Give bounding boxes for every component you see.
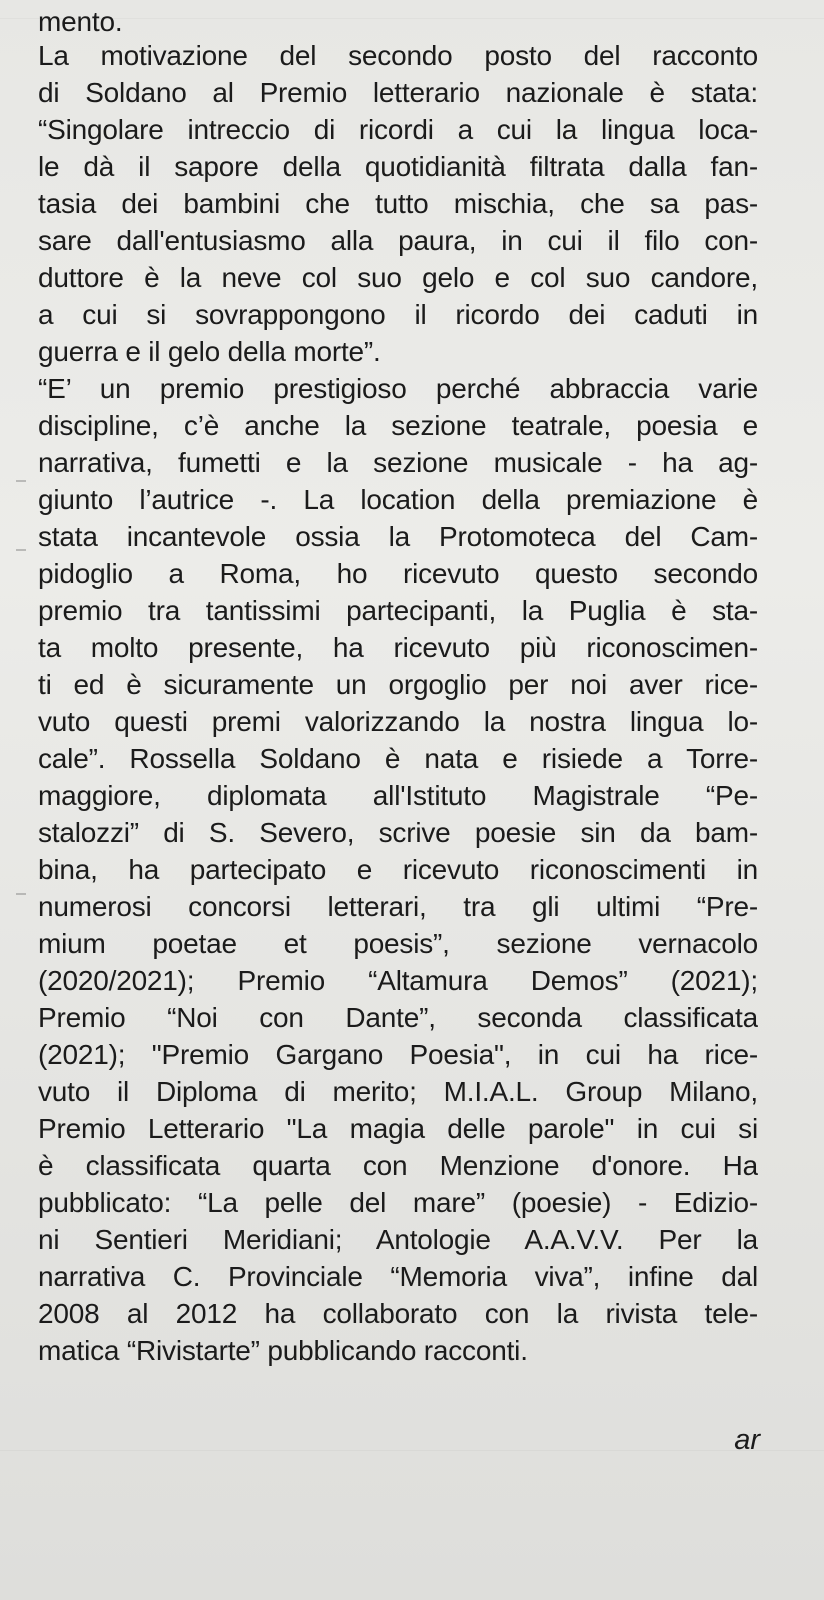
- text-line: giunto l’autrice -. La location della premiazione è: [38, 484, 758, 515]
- margin-mark: [16, 893, 26, 895]
- text-line: mento.: [38, 6, 123, 37]
- text-line: matica “Rivistarte” pubblicando racconti.: [38, 1335, 528, 1366]
- paper-bleed: [0, 1450, 824, 1451]
- text-line: “Singolare intreccio di ricordi a cui la lingua loca-: [38, 114, 758, 145]
- text-line: 2008 al 2012 ha collaborato con la rivista tele-: [38, 1298, 758, 1329]
- text-line: Premio Letterario "La magia delle parole" in cui si: [38, 1113, 758, 1144]
- text-line: cale”. Rossella Soldano è nata e risiede a Torre-: [38, 743, 758, 774]
- text-line: tasia dei bambini che tutto mischia, che sa pas-: [38, 188, 758, 219]
- text-line: pubblicato: “La pelle del mare” (poesie) - Edizio-: [38, 1187, 758, 1218]
- text-line: (2020/2021); Premio “Altamura Demos” (2021);: [38, 965, 758, 996]
- text-line: discipline, c’è anche la sezione teatrale, poesia e: [38, 410, 758, 441]
- text-line: è classificata quarta con Menzione d'onore. Ha: [38, 1150, 758, 1181]
- text-line: vuto il Diploma di merito; M.I.A.L. Group Milano,: [38, 1076, 758, 1107]
- text-line: stata incantevole ossia la Protomoteca del Cam-: [38, 521, 758, 552]
- text-line: guerra e il gelo della morte”.: [38, 336, 381, 367]
- text-line: narrativa C. Provinciale “Memoria viva”, infine dal: [38, 1261, 758, 1292]
- text-line: mium poetae et poesis”, sezione vernacolo: [38, 928, 758, 959]
- text-line: di Soldano al Premio letterario nazionale è stata:: [38, 77, 758, 108]
- author-signature: ar: [734, 1424, 760, 1456]
- text-line: numerosi concorsi letterari, tra gli ultimi “Pre-: [38, 891, 758, 922]
- text-line: (2021); "Premio Gargano Poesia", in cui ha rice-: [38, 1039, 758, 1070]
- text-line: bina, ha partecipato e ricevuto riconoscimenti in: [38, 854, 758, 885]
- paper-bleed: [0, 18, 824, 19]
- text-line: La motivazione del secondo posto del racconto: [38, 40, 758, 71]
- text-line: vuto questi premi valorizzando la nostra lingua lo-: [38, 706, 758, 737]
- text-line: a cui si sovrappongono il ricordo dei caduti in: [38, 299, 758, 330]
- text-line: sare dall'entusiasmo alla paura, in cui il filo con-: [38, 225, 758, 256]
- text-line: ni Sentieri Meridiani; Antologie A.A.V.V. Per la: [38, 1224, 758, 1255]
- text-line: Premio “Noi con Dante”, seconda classificata: [38, 1002, 758, 1033]
- text-line: le dà il sapore della quotidianità filtrata dalla fan-: [38, 151, 758, 182]
- text-line: stalozzi” di S. Severo, scrive poesie sin da bam-: [38, 817, 758, 848]
- margin-mark: [16, 549, 26, 551]
- text-line: premio tra tantissimi partecipanti, la Puglia è sta-: [38, 595, 758, 626]
- text-line: ti ed è sicuramente un orgoglio per noi aver rice-: [38, 669, 758, 700]
- text-line: maggiore, diplomata all'Istituto Magistrale “Pe-: [38, 780, 758, 811]
- text-line: pidoglio a Roma, ho ricevuto questo secondo: [38, 558, 758, 589]
- text-line: “E’ un premio prestigioso perché abbraccia varie: [38, 373, 758, 404]
- text-line: duttore è la neve col suo gelo e col suo candore,: [38, 262, 758, 293]
- text-line: narrativa, fumetti e la sezione musicale - ha ag-: [38, 447, 758, 478]
- text-line: ta molto presente, ha ricevuto più riconoscimen-: [38, 632, 758, 663]
- margin-mark: [16, 480, 26, 482]
